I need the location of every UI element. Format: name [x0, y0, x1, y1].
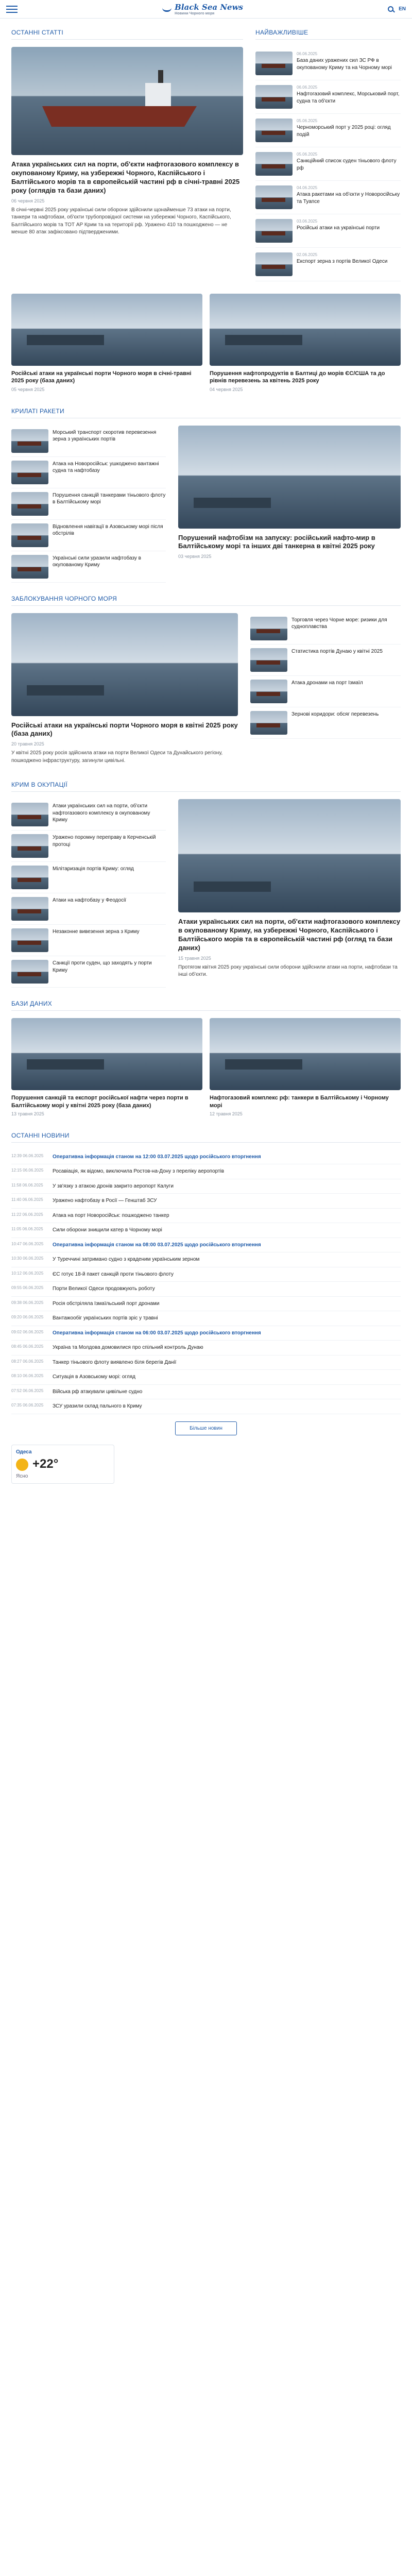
news-text-box: [297, 252, 387, 276]
news-thumb[interactable]: [255, 219, 293, 243]
sidebar-news-item[interactable]: [255, 114, 401, 147]
latest-news-time: 11:05 06.06.2025: [11, 1227, 43, 1232]
list-item[interactable]: [11, 488, 166, 520]
list-item-thumb[interactable]: [250, 648, 287, 672]
crimea-feature-text: Протягом квітня 2025 року українські сили оборони здійснили атаки на порти, нафтобази та інші об'єкти.: [178, 964, 398, 978]
blockade-feature-text: У квітні 2025 року росія здійснила атаки на порти Великої Одеси та Дунайського регіону, пошкоджено інфраструктуру, загинули цивільні.: [11, 750, 223, 764]
section-title-blockade: ЗАБЛОКУВАННЯ ЧОРНОГО МОРЯ: [11, 595, 401, 606]
news-thumb[interactable]: [255, 252, 293, 276]
list-item-title[interactable]: Відновлення навігації в Азовському морі після обстрілів: [53, 523, 163, 537]
latest-news-row[interactable]: [11, 1252, 401, 1267]
article-card[interactable]: [11, 294, 202, 395]
list-item-thumb[interactable]: [11, 555, 48, 579]
latest-news-row[interactable]: [11, 1282, 401, 1297]
latest-news-time: 11:22 06.06.2025: [11, 1212, 43, 1217]
lead-text: В січні-червні 2025 року українські сили оборони здійснили щонайменше 73 атаки на порти, танкери та нафтобази, об'єкти трубопровідної системи на узбережжі Чорного, Каспійського, Балтійського морів та ТОТ АР Крим та на території рф. Уражено 410 та пошкоджено — не менше 80 атак зафіксовано підтвердженими.: [11, 207, 231, 235]
latest-news-text[interactable]: Уражено нафтобазу в Росії — Генштаб ЗСУ: [53, 1198, 157, 1204]
weather-widget: [11, 1445, 114, 1484]
news-thumb[interactable]: [255, 85, 293, 109]
ship-icon: [162, 7, 171, 12]
list-item-thumb[interactable]: [11, 866, 48, 889]
news-title[interactable]: Експорт зерна з портів Великої Одеси: [297, 259, 388, 264]
news-text-box: [297, 152, 401, 176]
database-card-date: 13 травня 2025: [11, 1111, 44, 1116]
list-item-thumb[interactable]: [11, 523, 48, 547]
news-date: 06.06.2025: [297, 85, 318, 90]
latest-news-row[interactable]: [11, 1209, 401, 1224]
list-item-title[interactable]: Атаки українських сил на порти, об'єкти нафтогазового комплексу в окупованому Криму: [53, 803, 150, 823]
article-card-image[interactable]: [210, 294, 401, 366]
section-title-latest: ОСТАННІ СТАТТІ: [11, 29, 243, 40]
latest-news-row[interactable]: [11, 1370, 401, 1385]
list-item-title[interactable]: Уражено поромну переправу в Керченській протоці: [53, 835, 156, 848]
section-title-database: БАЗИ ДАНИХ: [11, 1000, 401, 1011]
list-item-title[interactable]: Санкції проти суден, що заходять у порти Криму: [53, 960, 152, 973]
latest-news-time: 12:39 06.06.2025: [11, 1153, 44, 1158]
latest-news-time: 09:38 06.06.2025: [11, 1300, 44, 1305]
weather-desc: Ясно: [16, 1473, 28, 1479]
news-date: 05.06.2025: [297, 152, 318, 157]
latest-news-text[interactable]: Війська рф атакували цивільне судно: [53, 1388, 143, 1395]
database-card-title[interactable]: Нафтогазовий комплекс рф: танкери в Балтійському і Чорному морі: [210, 1095, 389, 1109]
news-date: 03.06.2025: [297, 219, 318, 224]
crimea-feature-image[interactable]: [178, 799, 401, 912]
database-card-title[interactable]: Порушення санкцій та експорт російської нафти через порти в Балтійському морі у квітні 2025 року (база даних): [11, 1095, 188, 1109]
database-card-date: 12 травня 2025: [210, 1111, 243, 1116]
latest-news-row[interactable]: [11, 1341, 401, 1355]
latest-news-text[interactable]: Вантажообіг українських портів зріс у травні: [53, 1315, 158, 1321]
list-item[interactable]: [250, 645, 401, 676]
article-card-image[interactable]: [11, 294, 202, 366]
list-item-title[interactable]: Атаки на нафтобазу у Феодосії: [53, 897, 127, 904]
latest-news-text[interactable]: Атака на порт Новоросійськ: пошкоджено танкер: [53, 1212, 169, 1218]
article-card-title[interactable]: Порушення нафтопродуктів в Балтиці до морів ЄС/США та до рівнів перевезень за квітень 2025 року: [210, 370, 385, 384]
list-item-title[interactable]: Атака дронами на порт Ізмаїл: [291, 680, 363, 686]
list-item[interactable]: [11, 893, 166, 925]
list-item[interactable]: [11, 520, 166, 551]
latest-news-text[interactable]: Сили оборони знищили катер в Чорному морі: [53, 1227, 162, 1233]
news-thumb[interactable]: [255, 118, 293, 142]
list-item-title[interactable]: Статистика портів Дунаю у квітні 2025: [291, 648, 383, 654]
list-item-thumb[interactable]: [11, 897, 48, 921]
latest-news-time: 10:12 06.06.2025: [11, 1270, 44, 1276]
list-item[interactable]: [11, 551, 166, 583]
cruise-feature-image[interactable]: [178, 426, 401, 529]
news-thumb[interactable]: [255, 185, 293, 209]
section-title-crimea: КРИМ В ОКУПАЦІЇ: [11, 781, 401, 792]
latest-news-time: 09:20 06.06.2025: [11, 1315, 44, 1320]
list-item-title[interactable]: Атака на Новоросійськ: ушкоджено вантажні судна та нафтобазу: [53, 461, 159, 474]
latest-news-text[interactable]: ЗСУ уразили склад пального в Криму: [53, 1403, 142, 1410]
news-text-box: [297, 185, 401, 209]
list-item[interactable]: [11, 925, 166, 956]
menu-icon[interactable]: [6, 6, 18, 13]
logo-title: Black Sea News: [175, 2, 243, 12]
list-item[interactable]: [11, 426, 166, 457]
sidebar-news-item[interactable]: [255, 147, 401, 181]
list-item-thumb[interactable]: [250, 617, 287, 640]
weather-city: Одеса: [16, 1449, 32, 1455]
database-card-image[interactable]: [11, 1018, 202, 1090]
weather-temp: +22°: [32, 1456, 59, 1471]
news-text-box: [297, 118, 401, 142]
latest-news-time: 11:40 06.06.2025: [11, 1197, 43, 1202]
database-card-image[interactable]: [210, 1018, 401, 1090]
latest-news-row[interactable]: [11, 1223, 401, 1238]
crimea-feature-title[interactable]: Атаки українських сил на порти, об'єкти нафтогазового комплексу в окупованому Криму, на узбережжі Чорного, Каспійського і Балтійського морів та в європейській частині рф (огляд та бази даних): [178, 918, 401, 952]
sidebar-news-item[interactable]: [255, 248, 401, 281]
list-item-title[interactable]: Українські сили уразили нафтобазу в окупованому Криму: [53, 555, 141, 568]
news-title[interactable]: Російські атаки на українські порти: [297, 225, 380, 231]
news-date: 06.06.2025: [297, 52, 318, 56]
article-card[interactable]: [210, 294, 401, 395]
blockade-feature-title[interactable]: Російські атаки на українські порти Чорного моря в квітні 2025 року (база даних): [11, 721, 238, 738]
search-icon[interactable]: [388, 6, 393, 12]
sidebar-news-item[interactable]: [255, 47, 401, 80]
lead-date: 06 червня 2025: [11, 198, 45, 204]
article-card-date: 04 червня 2025: [210, 386, 243, 392]
language-switch[interactable]: EN: [399, 6, 406, 12]
list-item-thumb[interactable]: [250, 711, 287, 735]
list-item[interactable]: [11, 956, 166, 988]
latest-news-row[interactable]: [11, 1238, 401, 1253]
list-item[interactable]: [11, 831, 166, 862]
sidebar-news-item[interactable]: [255, 214, 401, 248]
list-item-thumb[interactable]: [250, 680, 287, 703]
latest-news-text[interactable]: Оперативна інформація станом на 06:00 03.07.2025 щодо російського вторгнення: [53, 1330, 261, 1336]
latest-news-text[interactable]: ЄС готує 18-й пакет санкцій проти тіньового флоту: [53, 1271, 174, 1277]
latest-news-text[interactable]: Ситуація в Азовському морі: огляд: [53, 1374, 135, 1380]
news-title[interactable]: База даних уражених сил ЗС РФ в окупованому Криму та на Чорному морі: [297, 58, 392, 71]
list-item-title[interactable]: Мілітаризація портів Криму: огляд: [53, 866, 134, 872]
list-item[interactable]: [250, 613, 401, 645]
blockade-feature-date: 20 травня 2025: [11, 741, 44, 747]
section-title-cruise: КРИЛАТІ РАКЕТИ: [11, 408, 401, 418]
list-item-title[interactable]: Незаконне вивезення зерна з Криму: [53, 929, 140, 935]
latest-news-time: 08:10 06.06.2025: [11, 1374, 44, 1379]
news-date: 05.06.2025: [297, 118, 318, 123]
latest-news-time: 09:55 06.06.2025: [11, 1285, 44, 1291]
blockade-feature-image[interactable]: [11, 613, 238, 716]
news-title[interactable]: Атака ракетами на об'єкти у Новоросійську та Туапсе: [297, 192, 400, 205]
latest-news-time: 09:02 06.06.2025: [11, 1329, 44, 1334]
news-thumb[interactable]: [255, 52, 293, 75]
list-item-title[interactable]: Морський транспорт скоротив перевезення зерна з українських портів: [53, 429, 157, 443]
latest-news-row[interactable]: [11, 1150, 401, 1165]
list-item-thumb[interactable]: [11, 960, 48, 984]
list-item-thumb[interactable]: [11, 429, 48, 453]
latest-news-time: 12:15 06.06.2025: [11, 1168, 44, 1173]
latest-news-row[interactable]: [11, 1326, 401, 1341]
latest-news-text[interactable]: Порти Великої Одеси продовжують роботу: [53, 1286, 155, 1292]
list-item[interactable]: [11, 862, 166, 893]
crimea-feature-date: 15 травня 2025: [178, 955, 211, 961]
latest-news-text[interactable]: У Туреччині затримано судно з краденим українським зерном: [53, 1257, 200, 1263]
site-logo[interactable]: [162, 3, 243, 16]
latest-news-text[interactable]: Оперативна інформація станом на 08:00 03.07.2025 щодо російського вторгнення: [53, 1242, 261, 1248]
news-title[interactable]: Нафтогазовий комплекс, Морськовий порт, судна та об'єкти: [297, 91, 400, 104]
database-card[interactable]: [210, 1018, 401, 1120]
latest-news-text[interactable]: Україна та Молдова домовилися про спільний контроль Дунаю: [53, 1345, 203, 1351]
latest-news-row[interactable]: [11, 1399, 401, 1414]
latest-news-text[interactable]: Танкер тіньового флоту виявлено біля берегів Данії: [53, 1359, 177, 1365]
latest-news-row[interactable]: [11, 1164, 401, 1179]
list-item-title[interactable]: Порушення санкцій танкерами тіньового флоту в Балтійському морі: [53, 492, 166, 505]
lead-title[interactable]: Атака українських сил на порти, об'єкти нафтогазового комплексу в окупованому Криму, на узбережжі Чорного, Каспійського і Балтійського морів та в європейській частині рф в січні-травні 2025 року (оглядів та бази даних): [11, 160, 240, 194]
news-date: 02.06.2025: [297, 252, 318, 257]
latest-news-text[interactable]: Оперативна інформація станом на 12:00 03.07.2025 щодо російського вторгнення: [53, 1154, 261, 1160]
news-thumb[interactable]: [255, 152, 293, 176]
list-item-thumb[interactable]: [11, 928, 48, 952]
list-item-title[interactable]: Зернові коридори: обсяг перевезень: [291, 711, 379, 717]
list-item-thumb[interactable]: [11, 492, 48, 516]
latest-news-time: 08:45 06.06.2025: [11, 1344, 44, 1349]
list-item[interactable]: [250, 676, 401, 707]
more-news-button[interactable]: Більше новин: [175, 1421, 237, 1435]
news-date: 04.06.2025: [297, 185, 318, 190]
sidebar-news-item[interactable]: [255, 181, 401, 214]
latest-news-text[interactable]: Росавіація, як відомо, виключила Ростов-на-Дону з переліку аеропортів: [53, 1168, 225, 1175]
section-title-latest-news: ОСТАННІ НОВИНИ: [11, 1132, 401, 1143]
latest-news-row[interactable]: [11, 1194, 401, 1209]
latest-news-row[interactable]: [11, 1267, 401, 1282]
latest-news-time: 07:52 06.06.2025: [11, 1388, 44, 1393]
latest-news-text[interactable]: Росія обстріляла Ізмаїльський порт дронами: [53, 1300, 160, 1307]
database-card[interactable]: [11, 1018, 202, 1120]
news-title[interactable]: Санкційний список суден тіньового флоту рф: [297, 158, 397, 171]
news-title[interactable]: Черноморський порт у 2025 році: огляд подій: [297, 125, 391, 138]
latest-news-row[interactable]: [11, 1311, 401, 1326]
list-item[interactable]: [11, 457, 166, 488]
latest-news-time: 11:58 06.06.2025: [11, 1182, 43, 1188]
latest-news-row[interactable]: [11, 1385, 401, 1400]
latest-news-row[interactable]: [11, 1179, 401, 1194]
logo-subtitle: Новини Чорного моря: [175, 11, 215, 15]
latest-news-row[interactable]: [11, 1297, 401, 1312]
latest-news-row[interactable]: [11, 1355, 401, 1370]
news-text-box: [297, 52, 401, 75]
article-card-date: 05 червня 2025: [11, 386, 45, 392]
latest-news-time: 10:30 06.06.2025: [11, 1256, 44, 1261]
cruise-feature-title[interactable]: Порушений нафтобізм на запуску: російський нафто-мир в Балтійському морі та інших дві танкерна в квітні 2025 року: [178, 533, 375, 550]
list-item-title[interactable]: Торговля через Чорне море: ризики для судноплавства: [291, 617, 387, 630]
latest-news-time: 10:47 06.06.2025: [11, 1241, 44, 1246]
lead-image[interactable]: [11, 47, 243, 155]
cruise-feature-date: 03 червня 2025: [178, 554, 212, 560]
latest-news-text[interactable]: У зв'язку з атакою дронів закрито аеропорт Калуги: [53, 1183, 174, 1189]
sun-icon: [16, 1459, 28, 1471]
list-item-thumb[interactable]: [11, 461, 48, 484]
latest-news-time: 07:35 06.06.2025: [11, 1403, 44, 1408]
latest-news-time: 08:27 06.06.2025: [11, 1359, 44, 1364]
article-card-title[interactable]: Російські атаки на українські порти Чорного моря в січні-травні 2025 року (база даних): [11, 370, 192, 384]
top-bar: [0, 0, 412, 19]
list-item[interactable]: [11, 799, 166, 831]
list-item-thumb[interactable]: [11, 803, 48, 826]
list-item-thumb[interactable]: [11, 834, 48, 858]
news-text-box: [297, 85, 401, 109]
section-title-important: НАЙВАЖЛИВІШЕ: [255, 29, 401, 40]
list-item[interactable]: [250, 707, 401, 739]
news-text-box: [297, 219, 380, 243]
sidebar-news-item[interactable]: [255, 80, 401, 114]
